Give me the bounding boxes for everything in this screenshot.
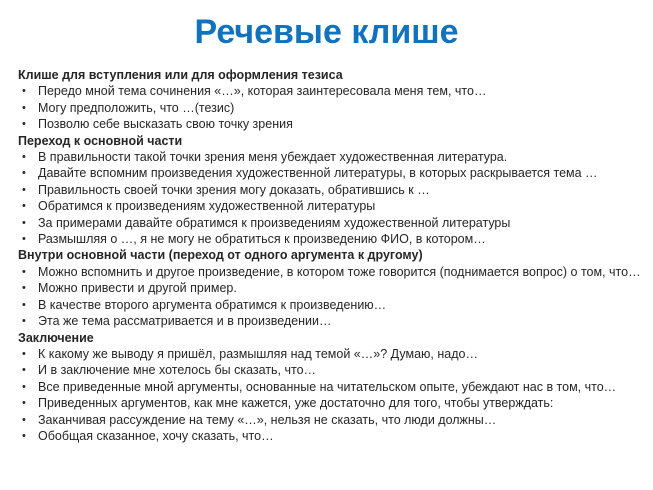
bullet-icon: • — [22, 167, 26, 180]
bullet-icon: • — [22, 233, 26, 246]
list-item-text: Эта же тема рассматривается и в произведении… — [38, 314, 332, 329]
list-item — [18, 395, 643, 411]
list-item-text: В правильности такой точки зрения меня убеждает художественная литература. — [38, 150, 508, 165]
list-item-text: Можно привести и другой пример. — [38, 281, 237, 296]
list-item — [18, 297, 643, 313]
list-item — [18, 149, 643, 165]
list-item — [18, 379, 643, 395]
list-item — [18, 83, 643, 99]
bullet-icon: • — [22, 282, 26, 295]
list-item-text: И в заключение мне хотелось бы сказать, что… — [38, 363, 317, 378]
list-item — [18, 280, 643, 296]
list-item-text: За примерами давайте обратимся к произведениям художественной литературы — [38, 215, 511, 230]
list-item-text: Обобщая сказанное, хочу сказать, что… — [38, 428, 274, 443]
bullet-icon: • — [22, 265, 26, 278]
bullet-icon: • — [22, 380, 26, 393]
list-item-text: Передо мной тема сочинения «…», которая заинтересовала меня тем, что… — [38, 84, 487, 99]
bullet-icon: • — [22, 183, 26, 196]
bullet-icon: • — [22, 298, 26, 311]
list-item-text: В качестве второго аргумента обратимся к произведению… — [38, 297, 387, 312]
list-item — [18, 165, 643, 181]
bullet-icon: • — [22, 85, 26, 98]
section-header-conclusion: Заключение — [18, 330, 94, 345]
list-item-text: Могу предположить, что …(тезис) — [38, 100, 235, 115]
list-item — [18, 100, 643, 116]
list-item-text: К какому же выводу я пришёл, размышляя над темой «…»? Думаю, надо… — [38, 346, 478, 361]
list-item — [18, 231, 643, 247]
slide-title: Речевые клише — [194, 13, 459, 51]
list-item — [18, 313, 643, 329]
list-item-text: Обратимся к произведениям художественной литературы — [38, 199, 376, 214]
list-item — [18, 264, 643, 280]
bullet-icon: • — [22, 429, 26, 442]
list-item — [18, 116, 643, 132]
list-item-text: Размышляя о …, я не могу не обратиться к произведению ФИО, в котором… — [38, 232, 486, 247]
list-item-text: Приведенных аргументов, как мне кажется, уже достаточно для того, чтобы утверждать: — [38, 396, 554, 411]
list-item-text: Заканчивая рассуждение на тему «…», нельзя не сказать, что люди должны… — [38, 412, 497, 427]
list-item — [18, 428, 643, 444]
list-item-text: Правильность своей точки зрения могу доказать, обратившись к … — [38, 182, 430, 197]
list-item — [18, 346, 643, 362]
list-item — [18, 412, 643, 428]
list-item — [18, 198, 643, 214]
list-item — [18, 215, 643, 231]
list-item — [18, 182, 643, 198]
list-item-text: Давайте вспомним произведения художественной литературы, в которых раскрывается тема … — [38, 166, 598, 181]
bullet-icon: • — [22, 315, 26, 328]
slide-body — [18, 67, 643, 444]
section-header-intro: Клише для вступления или для оформления тезиса — [18, 68, 343, 82]
section-header-main-transition: Переход к основной части — [18, 133, 183, 148]
bullet-icon: • — [22, 151, 26, 164]
list-item-text: Можно вспомнить и другое произведение, в котором тоже говорится (поднимается вопрос) о том, что… — [38, 264, 641, 279]
bullet-icon: • — [22, 200, 26, 213]
list-item-text: Позволю себе высказать свою точку зрения — [38, 117, 293, 132]
bullet-icon: • — [22, 364, 26, 377]
bullet-icon: • — [22, 347, 26, 360]
bullet-icon: • — [22, 397, 26, 410]
bullet-icon: • — [22, 118, 26, 131]
bullet-icon: • — [22, 101, 26, 114]
bullet-icon: • — [22, 413, 26, 426]
list-item-text: Все приведенные мной аргументы, основанные на читательском опыте, убеждают нас в том, что… — [38, 379, 617, 394]
bullet-icon: • — [22, 216, 26, 229]
section-header-inside-main: Внутри основной части (переход от одного аргумента к другому) — [18, 248, 423, 263]
list-item — [18, 362, 643, 378]
